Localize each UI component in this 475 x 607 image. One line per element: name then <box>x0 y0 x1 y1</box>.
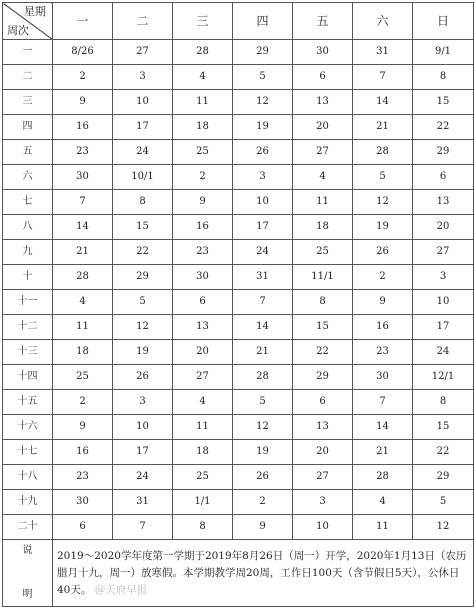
week-label: 四 <box>3 115 53 140</box>
week-label: 六 <box>3 165 53 190</box>
date-cell: 17 <box>113 115 173 140</box>
date-cell: 3 <box>113 65 173 90</box>
note-text: 2019～2020学年度第一学期于2019年8月26日（周一）开学，2020年1月13日（农历腊月十九，周一）放寒假。本学期教学周20周，工作日100天（含节假日5天），公休日40天。 <box>57 549 467 596</box>
date-cell: 30 <box>173 265 233 290</box>
date-cell: 10 <box>293 515 353 540</box>
date-cell: 20 <box>173 340 233 365</box>
date-cell: 12/1 <box>413 365 474 390</box>
week-label: 十四 <box>3 365 53 390</box>
date-cell: 4 <box>293 165 353 190</box>
date-cell: 28 <box>353 140 413 165</box>
corner-cell <box>3 3 53 40</box>
date-cell: 19 <box>113 340 173 365</box>
date-cell: 23 <box>353 340 413 365</box>
date-cell: 8 <box>113 190 173 215</box>
date-cell: 19 <box>233 440 293 465</box>
date-cell: 27 <box>293 140 353 165</box>
note-label-1: 说 <box>22 545 33 556</box>
date-cell: 22 <box>413 440 474 465</box>
date-cell: 6 <box>53 515 113 540</box>
date-cell: 18 <box>173 115 233 140</box>
day-header: 六 <box>353 3 413 40</box>
date-cell: 11 <box>353 515 413 540</box>
date-cell: 19 <box>233 115 293 140</box>
date-cell: 4 <box>53 290 113 315</box>
date-cell: 9 <box>233 515 293 540</box>
date-cell: 11 <box>293 190 353 215</box>
date-cell: 2 <box>173 165 233 190</box>
header-row <box>3 3 474 40</box>
date-cell: 8 <box>413 390 474 415</box>
date-cell: 26 <box>353 240 413 265</box>
week-label: 二 <box>3 65 53 90</box>
date-cell: 2 <box>353 265 413 290</box>
note-label <box>3 540 53 607</box>
date-cell: 16 <box>53 440 113 465</box>
date-cell: 14 <box>353 90 413 115</box>
date-cell: 14 <box>53 215 113 240</box>
date-cell: 15 <box>413 415 474 440</box>
date-cell: 18 <box>53 340 113 365</box>
date-cell: 3 <box>293 490 353 515</box>
date-cell: 20 <box>293 115 353 140</box>
week-label: 一 <box>3 40 53 65</box>
date-cell: 6 <box>173 290 233 315</box>
date-cell: 13 <box>413 190 474 215</box>
week-label: 八 <box>3 215 53 240</box>
week-row <box>3 65 474 90</box>
date-cell: 7 <box>353 65 413 90</box>
date-cell: 27 <box>173 365 233 390</box>
date-cell: 17 <box>233 215 293 240</box>
date-cell: 13 <box>293 415 353 440</box>
date-cell: 4 <box>173 65 233 90</box>
date-cell: 17 <box>413 315 474 340</box>
week-label: 十九 <box>3 490 53 515</box>
date-cell: 30 <box>53 165 113 190</box>
date-cell: 8 <box>413 65 474 90</box>
date-cell: 5 <box>233 390 293 415</box>
date-cell: 28 <box>353 465 413 490</box>
date-cell: 22 <box>293 340 353 365</box>
date-cell: 6 <box>293 390 353 415</box>
date-cell: 27 <box>293 465 353 490</box>
corner-bottom-label: 周次 <box>7 24 29 37</box>
week-row <box>3 465 474 490</box>
date-cell: 23 <box>53 140 113 165</box>
week-row <box>3 40 474 65</box>
date-cell: 20 <box>293 440 353 465</box>
date-cell: 31 <box>113 490 173 515</box>
date-cell: 26 <box>113 365 173 390</box>
date-cell: 27 <box>413 240 474 265</box>
watermark: @天府早报 <box>94 583 148 596</box>
note-section <box>3 540 474 607</box>
date-cell: 11/1 <box>293 265 353 290</box>
date-cell: 25 <box>53 365 113 390</box>
date-cell: 3 <box>233 165 293 190</box>
date-cell: 28 <box>233 365 293 390</box>
date-cell: 10 <box>413 290 474 315</box>
date-cell: 14 <box>353 415 413 440</box>
week-label: 十六 <box>3 415 53 440</box>
date-cell: 22 <box>413 115 474 140</box>
week-row <box>3 315 474 340</box>
week-row <box>3 290 474 315</box>
date-cell: 2 <box>53 390 113 415</box>
date-cell: 15 <box>113 215 173 240</box>
week-row <box>3 365 474 390</box>
note-label-2: 明 <box>22 589 33 600</box>
date-cell: 15 <box>293 315 353 340</box>
date-cell: 25 <box>293 240 353 265</box>
date-cell: 2 <box>53 65 113 90</box>
week-label: 九 <box>3 240 53 265</box>
date-cell: 30 <box>293 40 353 65</box>
week-row <box>3 165 474 190</box>
school-calendar-table <box>2 2 474 607</box>
week-row <box>3 390 474 415</box>
day-header: 三 <box>173 3 233 40</box>
date-cell: 9/1 <box>413 40 474 65</box>
date-cell: 9 <box>53 415 113 440</box>
date-cell: 13 <box>293 90 353 115</box>
week-row <box>3 190 474 215</box>
date-cell: 18 <box>293 215 353 240</box>
week-row <box>3 440 474 465</box>
date-cell: 16 <box>53 115 113 140</box>
date-cell: 29 <box>233 40 293 65</box>
date-cell: 25 <box>173 465 233 490</box>
week-row <box>3 415 474 440</box>
week-label: 十七 <box>3 440 53 465</box>
week-label: 二十 <box>3 515 53 540</box>
week-row <box>3 265 474 290</box>
date-cell: 21 <box>353 115 413 140</box>
date-cell: 25 <box>173 140 233 165</box>
date-cell: 3 <box>413 265 474 290</box>
date-cell: 21 <box>353 440 413 465</box>
week-label: 十一 <box>3 290 53 315</box>
week-row <box>3 515 474 540</box>
week-label: 五 <box>3 140 53 165</box>
date-cell: 17 <box>113 440 173 465</box>
date-cell: 21 <box>53 240 113 265</box>
date-cell: 10 <box>113 90 173 115</box>
date-cell: 4 <box>353 490 413 515</box>
date-cell: 12 <box>113 315 173 340</box>
date-cell: 26 <box>233 140 293 165</box>
week-label: 三 <box>3 90 53 115</box>
calendar-body <box>3 3 474 540</box>
date-cell: 31 <box>353 40 413 65</box>
date-cell: 10/1 <box>113 165 173 190</box>
date-cell: 29 <box>413 140 474 165</box>
date-cell: 14 <box>233 315 293 340</box>
date-cell: 11 <box>53 315 113 340</box>
date-cell: 6 <box>413 165 474 190</box>
date-cell: 9 <box>353 290 413 315</box>
date-cell: 11 <box>173 90 233 115</box>
date-cell: 11 <box>173 415 233 440</box>
date-cell: 7 <box>113 515 173 540</box>
date-cell: 7 <box>353 390 413 415</box>
week-label: 十八 <box>3 465 53 490</box>
week-row <box>3 215 474 240</box>
date-cell: 30 <box>53 490 113 515</box>
date-cell: 9 <box>53 90 113 115</box>
date-cell: 15 <box>413 90 474 115</box>
day-header: 二 <box>113 3 173 40</box>
date-cell: 28 <box>53 265 113 290</box>
date-cell: 19 <box>353 215 413 240</box>
note-row <box>3 540 474 607</box>
date-cell: 8 <box>293 290 353 315</box>
date-cell: 6 <box>293 65 353 90</box>
date-cell: 9 <box>173 190 233 215</box>
date-cell: 22 <box>113 240 173 265</box>
date-cell: 24 <box>113 140 173 165</box>
date-cell: 24 <box>233 240 293 265</box>
date-cell: 20 <box>413 215 474 240</box>
date-cell: 12 <box>233 415 293 440</box>
day-header: 一 <box>53 3 113 40</box>
week-row <box>3 490 474 515</box>
date-cell: 12 <box>233 90 293 115</box>
date-cell: 29 <box>413 465 474 490</box>
day-header: 五 <box>293 3 353 40</box>
date-cell: 5 <box>413 490 474 515</box>
date-cell: 29 <box>293 365 353 390</box>
date-cell: 10 <box>113 415 173 440</box>
date-cell: 16 <box>173 215 233 240</box>
date-cell: 5 <box>113 290 173 315</box>
date-cell: 18 <box>173 440 233 465</box>
week-row <box>3 115 474 140</box>
date-cell: 24 <box>113 465 173 490</box>
day-header: 日 <box>413 3 474 40</box>
date-cell: 31 <box>233 265 293 290</box>
week-label: 十五 <box>3 390 53 415</box>
date-cell: 7 <box>53 190 113 215</box>
date-cell: 23 <box>53 465 113 490</box>
date-cell: 23 <box>173 240 233 265</box>
week-label: 十二 <box>3 315 53 340</box>
date-cell: 5 <box>233 65 293 90</box>
week-label: 十三 <box>3 340 53 365</box>
date-cell: 12 <box>413 515 474 540</box>
date-cell: 27 <box>113 40 173 65</box>
week-row <box>3 340 474 365</box>
date-cell: 10 <box>233 190 293 215</box>
note-text-cell <box>53 540 474 607</box>
week-label: 七 <box>3 190 53 215</box>
date-cell: 12 <box>353 190 413 215</box>
date-cell: 13 <box>173 315 233 340</box>
date-cell: 3 <box>113 390 173 415</box>
date-cell: 4 <box>173 390 233 415</box>
date-cell: 29 <box>113 265 173 290</box>
corner-top-label: 星期 <box>24 5 46 18</box>
date-cell: 26 <box>233 465 293 490</box>
week-label: 十 <box>3 265 53 290</box>
date-cell: 21 <box>233 340 293 365</box>
date-cell: 1/1 <box>173 490 233 515</box>
date-cell: 24 <box>413 340 474 365</box>
date-cell: 2 <box>233 490 293 515</box>
week-row <box>3 140 474 165</box>
date-cell: 28 <box>173 40 233 65</box>
day-header: 四 <box>233 3 293 40</box>
date-cell: 8/26 <box>53 40 113 65</box>
week-row <box>3 90 474 115</box>
week-row <box>3 240 474 265</box>
date-cell: 30 <box>353 365 413 390</box>
date-cell: 16 <box>353 315 413 340</box>
date-cell: 7 <box>233 290 293 315</box>
date-cell: 5 <box>353 165 413 190</box>
date-cell: 8 <box>173 515 233 540</box>
